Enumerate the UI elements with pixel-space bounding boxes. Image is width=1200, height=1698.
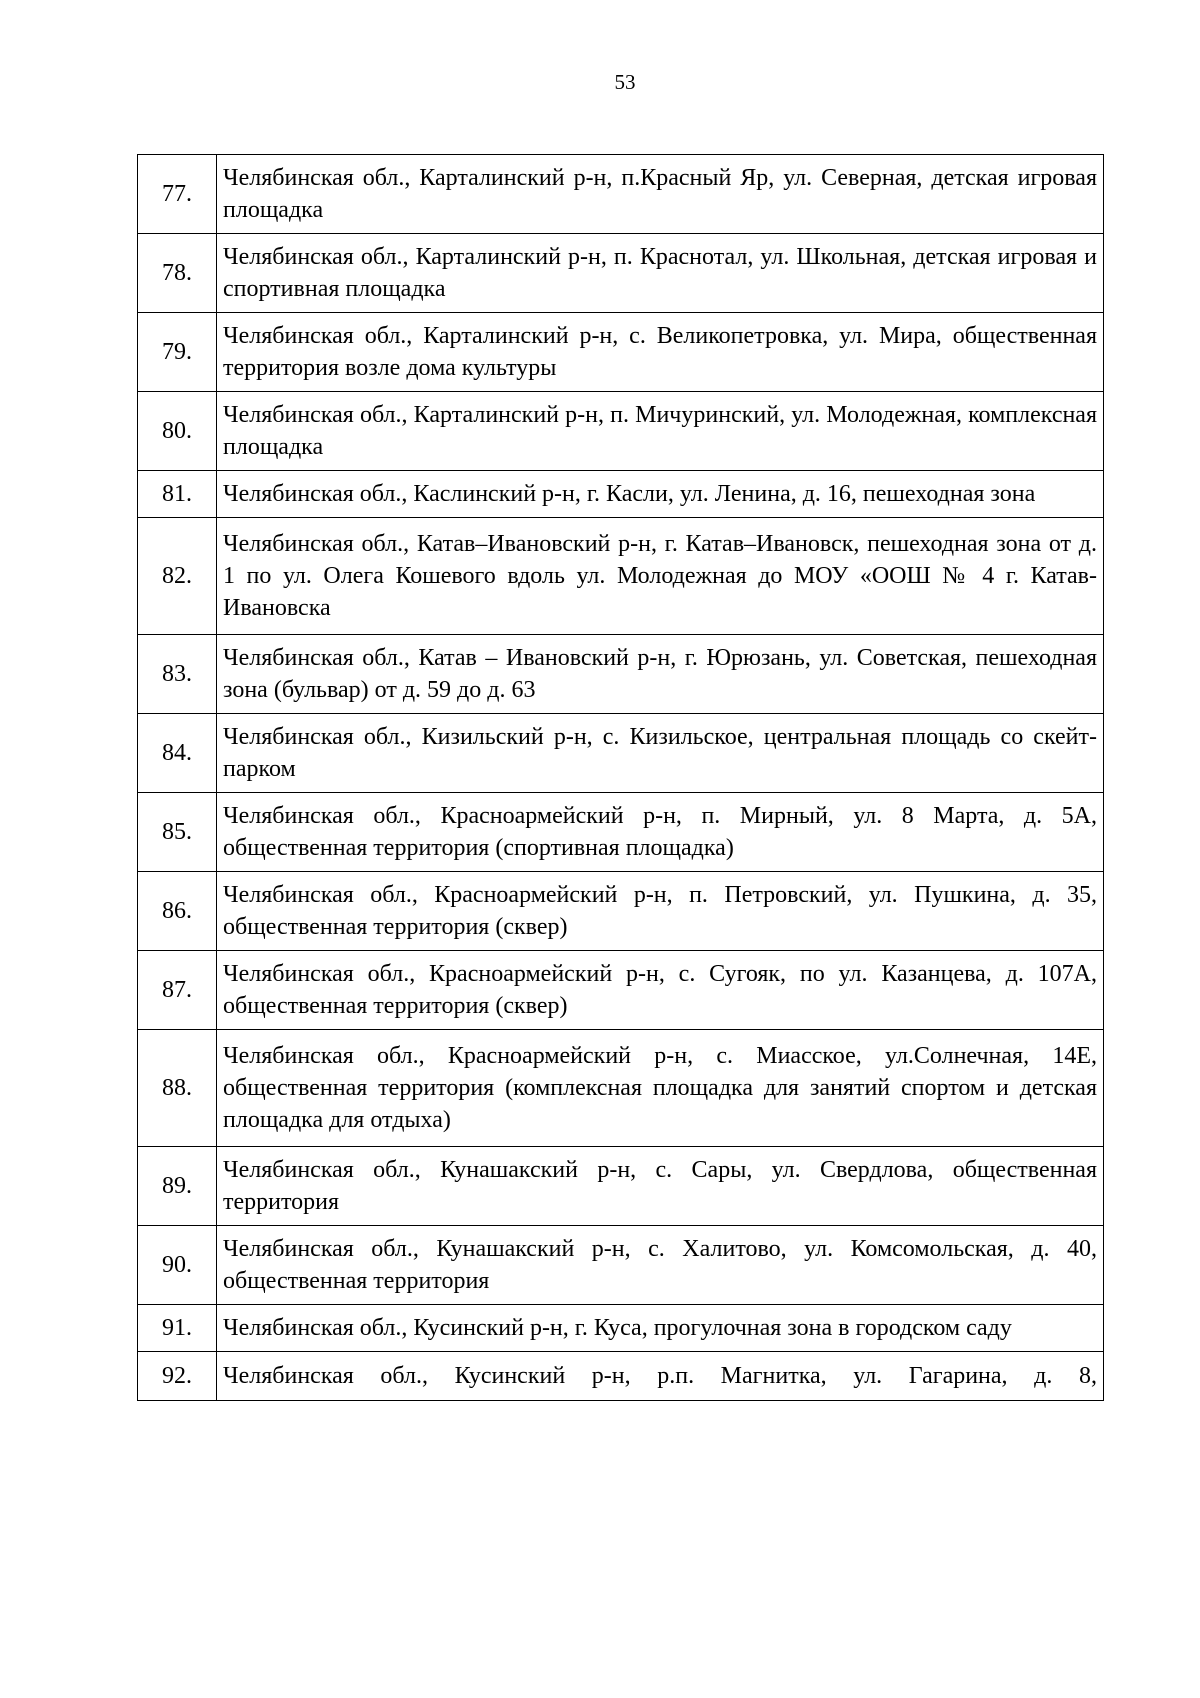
row-number: 77. <box>138 155 217 234</box>
table-row <box>138 951 1104 1030</box>
page-number: 53 <box>614 70 636 94</box>
table-row <box>138 793 1104 872</box>
table-row <box>138 1305 1104 1352</box>
row-description: Челябинская обл., Карталинский р-н, с. Великопетровка, ул. Мира, общественная территория возле дома культуры <box>217 313 1104 392</box>
row-description: Челябинская обл., Карталинский р-н, п. Мичуринский, ул. Молодежная, комплексная площадка <box>217 392 1104 471</box>
row-description: Челябинская обл., Катав – Ивановский р-н, г. Юрюзань, ул. Советская, пешеходная зона (бульвар) от д. 59 до д. 63 <box>217 635 1104 714</box>
table-row <box>138 872 1104 951</box>
table-row <box>138 1226 1104 1305</box>
row-description: Челябинская обл., Кизильский р-н, с. Кизильское, центральная площадь со скейт-парком <box>217 714 1104 793</box>
row-description: Челябинская обл., Красноармейский р-н, с. Миасское, ул.Солнечная, 14Е, общественная территория (комплексная площадка для занятий спортом и детская площадка для отдыха) <box>217 1030 1104 1147</box>
table-row <box>138 155 1104 234</box>
row-description: Челябинская обл., Кунашакский р-н, с. Сары, ул. Свердлова, общественная территория <box>217 1147 1104 1226</box>
table-row <box>138 313 1104 392</box>
table-row <box>138 1147 1104 1226</box>
table-row <box>138 392 1104 471</box>
row-description: Челябинская обл., Карталинский р-н, п.Красный Яр, ул. Северная, детская игровая площадка <box>217 155 1104 234</box>
row-description: Челябинская обл., Каслинский р-н, г. Касли, ул. Ленина, д. 16, пешеходная зона <box>217 471 1104 518</box>
row-number: 85. <box>138 793 217 872</box>
table-row <box>138 471 1104 518</box>
row-description: Челябинская обл., Красноармейский р-н, с. Сугояк, по ул. Казанцева, д. 107А, общественная территория (сквер) <box>217 951 1104 1030</box>
row-number: 88. <box>138 1030 217 1147</box>
row-number: 80. <box>138 392 217 471</box>
row-number: 84. <box>138 714 217 793</box>
row-number: 83. <box>138 635 217 714</box>
row-number: 91. <box>138 1305 217 1352</box>
row-number: 82. <box>138 518 217 635</box>
table-row <box>138 518 1104 635</box>
table-row <box>138 1030 1104 1147</box>
row-description: Челябинская обл., Кусинский р-н, г. Куса, прогулочная зона в городском саду <box>217 1305 1104 1352</box>
row-number: 87. <box>138 951 217 1030</box>
row-number: 89. <box>138 1147 217 1226</box>
row-number: 86. <box>138 872 217 951</box>
table-row <box>138 714 1104 793</box>
row-number: 79. <box>138 313 217 392</box>
table-row <box>138 1352 1104 1401</box>
row-number: 90. <box>138 1226 217 1305</box>
row-description: Челябинская обл., Кунашакский р-н, с. Халитово, ул. Комсомольская, д. 40, общественная территория <box>217 1226 1104 1305</box>
row-number: 81. <box>138 471 217 518</box>
locations-table <box>137 154 1104 1401</box>
table-row <box>138 234 1104 313</box>
locations-table-body <box>138 155 1104 1401</box>
row-number: 78. <box>138 234 217 313</box>
row-description: Челябинская обл., Красноармейский р-н, п. Петровский, ул. Пушкина, д. 35, общественная территория (сквер) <box>217 872 1104 951</box>
row-description: Челябинская обл., Катав–Ивановский р-н, г. Катав–Ивановск, пешеходная зона от д. 1 по ул. Олега Кошевого вдоль ул. Молодежная до МОУ «ООШ № 4 г. Катав-Ивановска <box>217 518 1104 635</box>
row-description: Челябинская обл., Красноармейский р-н, п. Мирный, ул. 8 Марта, д. 5А, общественная территория (спортивная площадка) <box>217 793 1104 872</box>
table-row <box>138 635 1104 714</box>
row-number: 92. <box>138 1352 217 1401</box>
row-description: Челябинская обл., Карталинский р-н, п. Краснотал, ул. Школьная, детская игровая и спортивная площадка <box>217 234 1104 313</box>
row-description: Челябинская обл., Кусинский р-н, р.п. Магнитка, ул. Гагарина, д. 8, <box>217 1352 1104 1401</box>
